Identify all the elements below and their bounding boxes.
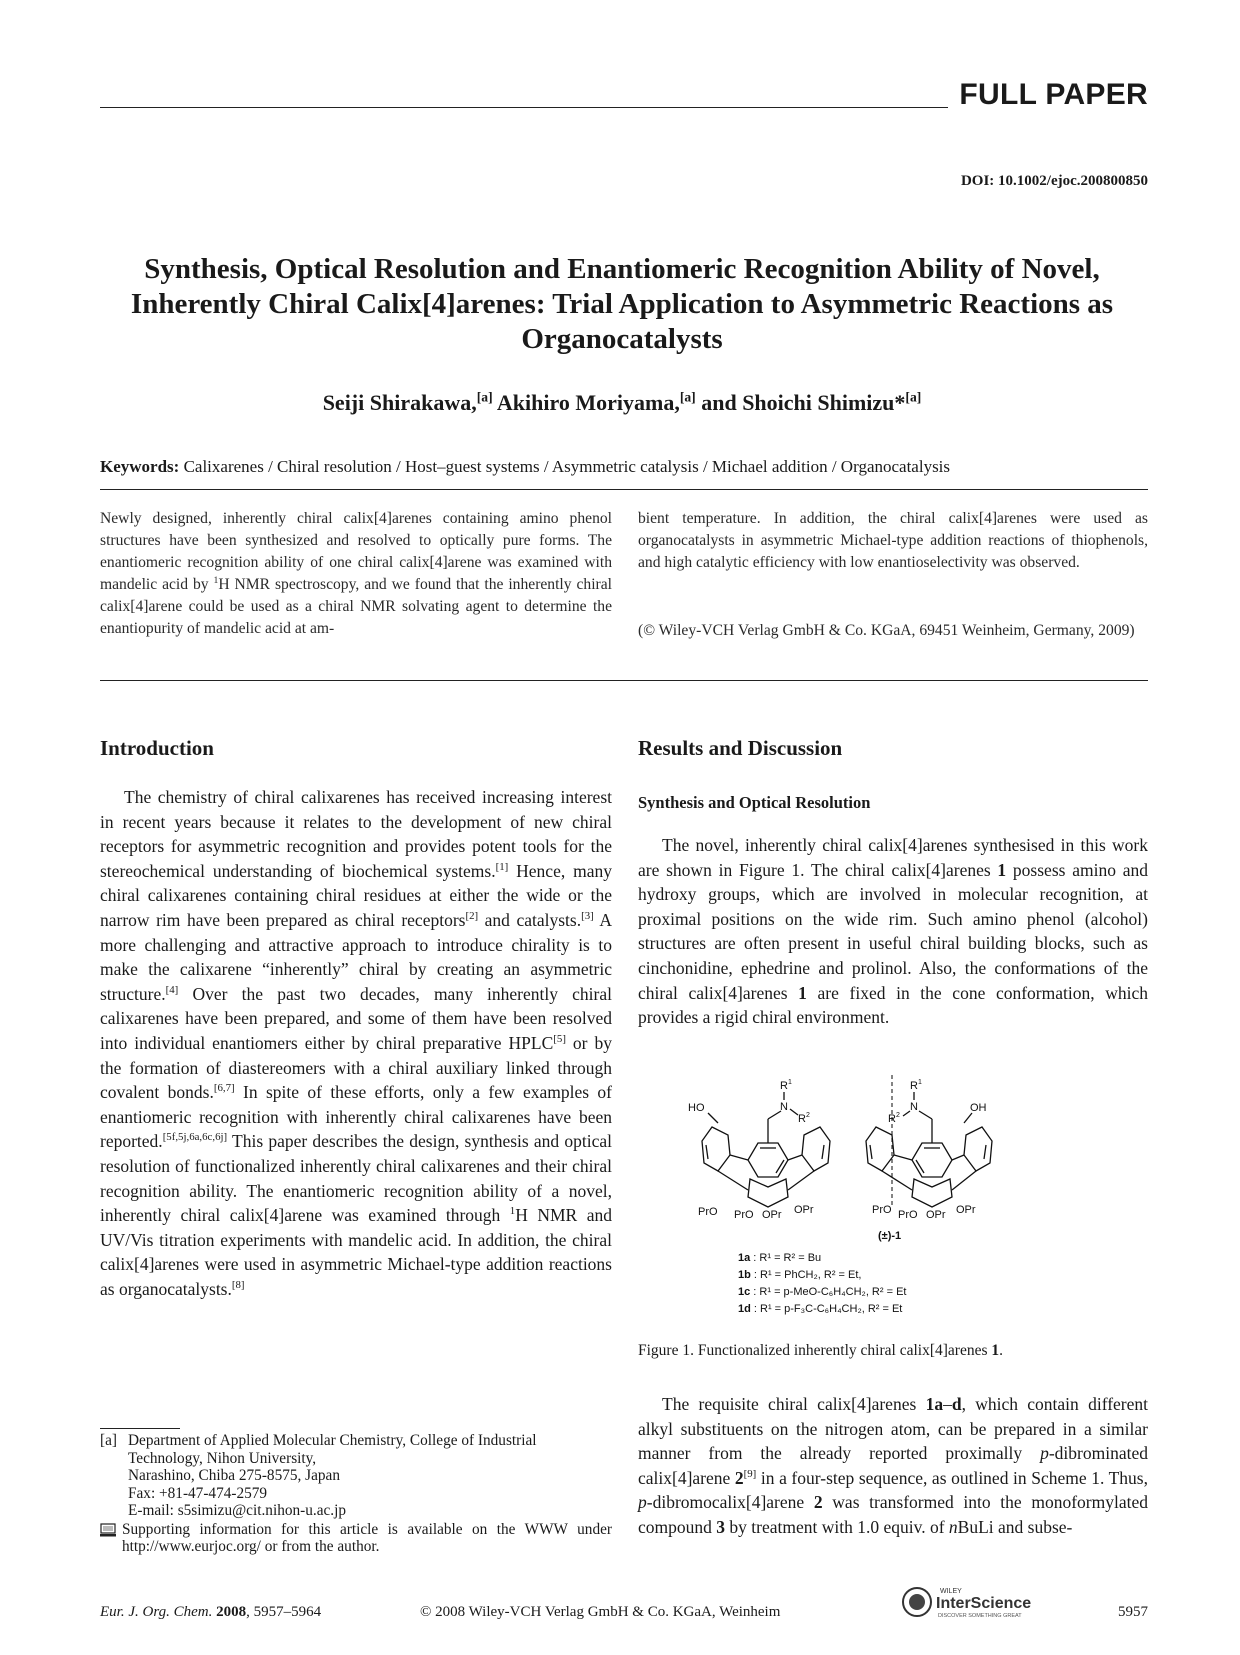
svg-text:N: N <box>910 1101 918 1113</box>
citation: [3] <box>581 910 594 923</box>
author-name: Akihiro Moriyama, <box>496 390 680 415</box>
svg-text:1: 1 <box>788 1079 792 1086</box>
svg-text:2: 2 <box>806 1112 810 1119</box>
results-heading: Results and Discussion <box>638 736 843 760</box>
footnotes <box>100 1432 612 1556</box>
journal-citation: Eur. J. Org. Chem. 2008, 5957–5964 <box>100 1604 322 1620</box>
abstract-right: bient temperature. In addition, the chiral calix[4]arenes were used as organocatalysts in asymmetric Michael-type addition reactions of thiophenols, and high catalytic efficiency with low enantioselectivity was observed. <box>638 510 1148 571</box>
svg-text:1b : R¹ = PhCH₂, R² = Et,: 1b : R¹ = PhCH₂, R² = Et, <box>738 1269 862 1281</box>
svg-text:PrO: PrO <box>698 1206 718 1218</box>
computer-icon <box>100 1521 122 1556</box>
citation: [9] <box>743 1467 757 1480</box>
svg-text:1c : R¹ = p-MeO-C₆H₄CH₂, R² =: 1c : R¹ = p-MeO-C₆H₄CH₂, R² = Et <box>738 1286 907 1298</box>
svg-text:1: 1 <box>918 1079 922 1086</box>
svg-text:2: 2 <box>896 1112 900 1119</box>
right-enantiomer <box>866 1079 992 1207</box>
svg-text:R: R <box>910 1080 918 1092</box>
synthesis-subheading: Synthesis and Optical Resolution <box>638 793 871 812</box>
figure-1-caption: Figure 1. Functionalized inherently chiral calix[4]arenes 1. <box>638 1342 1003 1359</box>
svg-text:OPr: OPr <box>956 1204 976 1216</box>
supporting-info: Supporting information for this article is available on the WWW under http://www.eurjoc.org/ or from the author. <box>122 1520 612 1555</box>
doi: DOI: 10.1002/ejoc.200800850 <box>960 173 1148 189</box>
racemate-label: (±)-1 <box>878 1230 902 1242</box>
svg-text:WILEY: WILEY <box>940 1588 962 1595</box>
author-affiliation: [a] <box>905 389 922 405</box>
author-name: Seiji Shirakawa, <box>322 390 477 415</box>
svg-text:R: R <box>888 1113 896 1125</box>
abstract-copyright: (© Wiley-VCH Verlag GmbH & Co. KGaA, 69451 Weinheim, Germany, 2009) <box>638 622 1135 639</box>
svg-text:PrO: PrO <box>898 1209 918 1221</box>
introduction-heading: Introduction <box>100 736 214 760</box>
page-number: 5957 <box>1118 1604 1148 1620</box>
interscience-logo <box>900 1583 1060 1621</box>
footnote-label: [a] <box>100 1432 117 1449</box>
svg-text:R: R <box>780 1080 788 1092</box>
svg-text:1d : R¹ = p-F₃C-C₆H₄CH₂, R² =: 1d : R¹ = p-F₃C-C₆H₄CH₂, R² = Et <box>738 1303 903 1315</box>
citation: [1] <box>495 860 509 873</box>
citation: [4] <box>165 983 179 996</box>
email[interactable]: E-mail: s5simizu@cit.nihon-u.ac.jp <box>128 1502 347 1519</box>
introduction-text: The chemistry of chiral calixarenes has received increasing interest in recent years because it relates to the development of new chiral receptors for asymmetric recognition and provides potent tools for the stereochemical understanding of biochemical systems.[1] Hence, many chiral calixarenes containing chiral residues at either the wide or the narrow rim have been prepared as chiral receptors[2] and catalysts.[3] A more challenging and attractive approach to introduce chirality is to make the calixarene “inherently” chiral by creating an asymmetric structure.[4] Over the past two decades, many inherently chiral calixarenes have been prepared, and some of them have been resolved into individual enantiomers either by chiral preparative HPLC[5] or by the formation of diastereomers with a chiral auxiliary linked through covalent bonds.[6,7] In spite of these efforts, only a few examples of enantiomeric recognition with inherently chiral calixarenes have been reported.[5f,5j,6a,6c,6j] This paper describes the design, synthesis and optical resolution of functionalized inherently chiral calixarenes and their chiral recognition ability. The enantiomeric recognition ability of a novel, inherently chiral calix[4]arene was examined through $^1$H NMR and UV/Vis titration experiments with mandelic acid. In addition, the chiral calix[4]arenes were used in asymmetric Michael-type addition reactions as organocatalysts.[8] <box>100 787 613 1299</box>
header-rule <box>100 107 948 108</box>
svg-text:R: R <box>798 1113 806 1125</box>
results-text: The novel, inherently chiral calix[4]arenes synthesised in this work are shown in Figure 1. The chiral calix[4]arenes 1 possess amino and hydroxy groups, which are involved in molecular recognition, at proximal positions on the wide rim. Such amino phenol (alcohol) structures are often present in useful chiral building blocks, such as cinchonidine, ephedrine and prolinol. Also, the conformations of the chiral calix[4]arenes 1 are fixed in the cone conformation, which provides a rigid chiral environment. <box>638 835 1148 1028</box>
author-affiliation: [a] <box>679 389 696 405</box>
citation: [5] <box>553 1033 566 1046</box>
results-text-continued: The requisite chiral calix[4]arenes 1a–d, which contain different alkyl substituents on the nitrogen atom, can be prepared in a similar manner from the already reported proximally p-dibrominated calix[4]arene 2[9] in a four-step sequence, as outlined in Scheme 1. Thus, p-dibromocalix[4]arene 2 was transformed into the monoformylated compound 3 by treatment with 1.0 equiv. of nBuLi and subse- <box>638 1394 1149 1537</box>
author-affiliation: [a] <box>476 389 493 405</box>
svg-text:OPr: OPr <box>926 1209 946 1221</box>
svg-text:OH: OH <box>970 1102 987 1114</box>
author-list <box>96 390 1148 416</box>
address: Narashino, Chiba 275-8575, Japan <box>128 1467 340 1484</box>
figure-1-structure <box>688 1075 1100 1325</box>
footer-copyright: © 2008 Wiley-VCH Verlag GmbH & Co. KGaA, Weinheim <box>420 1604 781 1620</box>
svg-text:PrO: PrO <box>734 1209 754 1221</box>
compound-legend <box>738 1252 906 1315</box>
left-enantiomer <box>688 1079 830 1207</box>
citation: [5f,5j,6a,6c,6j] <box>162 1131 228 1144</box>
svg-text:DISCOVER SOMETHING GREAT: DISCOVER SOMETHING GREAT <box>938 1613 1022 1619</box>
svg-text:InterScience: InterScience <box>936 1595 1032 1612</box>
keywords-text: Calixarenes / Chiral resolution / Host–guest systems / Asymmetric catalysis / Michael addition / Organocatalysis <box>183 457 951 476</box>
fax: Fax: +81-47-474-2579 <box>128 1484 268 1502</box>
svg-text:HO: HO <box>688 1102 705 1114</box>
svg-text:N: N <box>780 1101 788 1113</box>
author-name: and Shoichi Shimizu* <box>701 390 906 415</box>
svg-text:OPr: OPr <box>762 1209 782 1221</box>
svg-text:1a : R¹ = R² = Bu: 1a : R¹ = R² = Bu <box>738 1252 822 1264</box>
abstract-left: Newly designed, inherently chiral calix[4]arenes containing amino phenol structures have been synthesized and resolved to optically pure forms. The enantiomeric recognition ability of one chiral calix[4]arene was examined with mandelic acid by $^1$H NMR spectroscopy, and we found that the inherently chiral calix[4]arene could be used as a chiral NMR solvating agent to determine the enantiopurity of mandelic acid at am- <box>100 510 612 637</box>
svg-text:PrO: PrO <box>872 1204 892 1216</box>
svg-text:OPr: OPr <box>794 1204 814 1216</box>
keywords-label: Keywords: <box>100 457 180 476</box>
affiliation: Department of Applied Molecular Chemistry, College of Industrial Technology, Nihon University, <box>128 1432 537 1467</box>
citation: [2] <box>465 910 479 923</box>
paper-title: Synthesis, Optical Resolution and Enantiomeric Recognition Ability of Novel, Inherently Chiral Calix[4]arenes: Trial Application to Asymmetric Reactions as Organocatalysts <box>130 253 1114 355</box>
section-label: FULL PAPER <box>959 78 1148 111</box>
keywords <box>100 457 1148 477</box>
abstract-rule <box>100 680 1148 681</box>
citation: [6,7] <box>213 1082 235 1095</box>
keywords-rule <box>100 489 1148 490</box>
citation: [8] <box>231 1279 245 1292</box>
footnote-rule <box>100 1428 180 1429</box>
